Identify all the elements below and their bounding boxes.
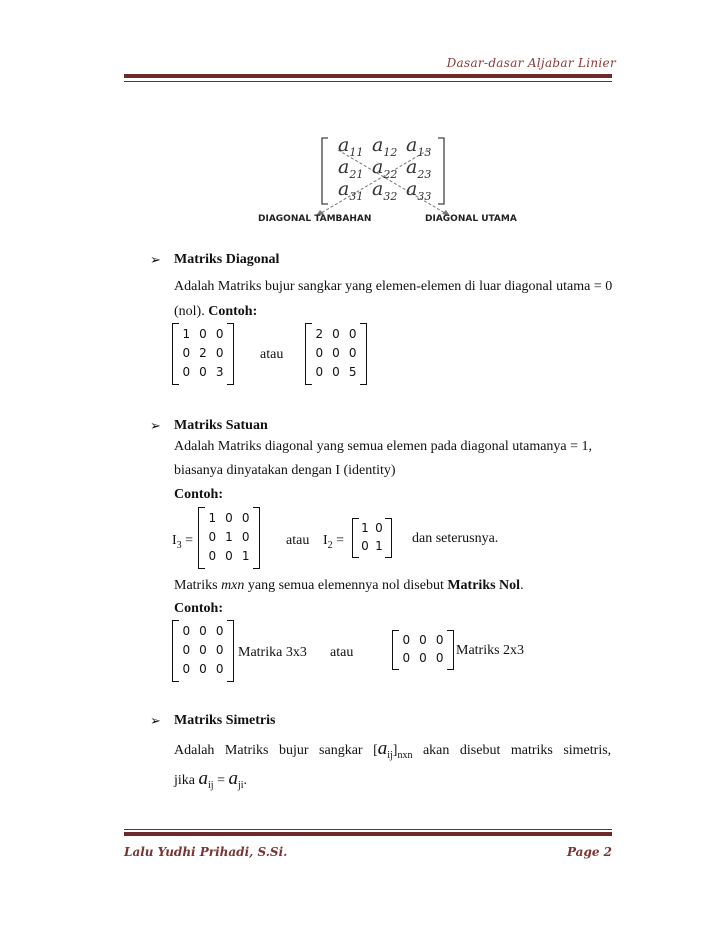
matrix-cell: 0 (435, 633, 444, 647)
matrix-cell: 0 (348, 346, 357, 360)
matrix-cell: 0 (182, 365, 191, 380)
matrix-cell: 0 (402, 651, 411, 665)
matrix-cell: 1 (208, 510, 217, 525)
bullet-icon: ➢ (150, 713, 161, 728)
matrix-cell: 5 (348, 365, 357, 380)
sim-l1a: Adalah Matriks bujur sangkar [ (174, 743, 378, 758)
bullet-icon: ➢ (150, 252, 161, 267)
matrix-bracket-right (227, 323, 234, 385)
diagram-cell: $a_{13}$ (406, 134, 432, 159)
header-rule-thick (124, 74, 612, 78)
nol-atau: atau (330, 645, 354, 660)
matrix-cell: 0 (208, 549, 217, 564)
matrix-identity-2 (352, 518, 392, 558)
matrix-bracket-left (172, 620, 179, 682)
matrix-cell: 0 (215, 643, 224, 657)
sim-l1b: ] (392, 743, 398, 758)
matrix-cell: 0 (241, 530, 250, 544)
matrix-cell: 3 (215, 365, 224, 380)
matrix-bracket-left (198, 507, 205, 569)
matrix-cell: 2 (315, 326, 324, 341)
i2-eq: = (336, 533, 345, 548)
matrix-bracket-left (172, 323, 179, 385)
header-rule-thin (124, 81, 612, 82)
diagonal-utama-label: DIAGONAL UTAMA (425, 214, 517, 224)
matrix-cell: 0 (182, 643, 191, 657)
sim-l2a: jika (174, 773, 199, 788)
diagram-cell: $a_{31}$ (338, 178, 364, 203)
matriks-nol-line (174, 577, 524, 595)
nol-bold: Matriks Nol (447, 578, 521, 593)
simetris-line2 (174, 770, 247, 795)
matrix-bracket-right (253, 507, 260, 569)
sim-l2-sub2: ji (237, 779, 244, 791)
matrix-cell: 0 (225, 510, 233, 525)
matrix-cell: 0 (182, 346, 191, 360)
matrix-cell: 0 (435, 651, 444, 665)
i3-sub: 3 (176, 539, 182, 551)
header-title: Dasar-dasar Aljabar Linier (446, 56, 616, 70)
matrix-cell: 0 (348, 326, 357, 341)
matrix-cell: 1 (182, 326, 191, 341)
matrix-cell: 0 (332, 326, 340, 341)
nol-contoh: Contoh: (174, 601, 224, 616)
satuan-line2: biasanya dinyatakan dengan I (identity) (174, 463, 396, 478)
diagram-cell: $a_{12}$ (372, 134, 398, 159)
diagonal-diagram (250, 130, 550, 230)
sim-l2-end: . (243, 773, 248, 788)
matrix-cell: 0 (199, 623, 207, 638)
sim-l1-sub: ij (387, 749, 393, 761)
satuan-line1: Adalah Matriks diagonal yang semua elemen pada diagonal utamanya = 1, (174, 439, 593, 454)
matrix-diagonal-example-2 (305, 323, 367, 385)
sim-l2-sym2: a (228, 768, 238, 789)
matrix-cell: 0 (199, 365, 207, 380)
matrix-cell: 0 (225, 549, 233, 564)
sim-l1-sym: a (377, 738, 388, 759)
matrix-bracket-left (305, 323, 312, 385)
matrix-cell: 0 (215, 662, 224, 677)
matrix-cell: 1 (375, 539, 383, 553)
i3-label (172, 532, 193, 555)
matrix-bracket-right (360, 323, 367, 385)
matrix-bracket-right (385, 518, 392, 558)
sim-l2-eq: = (213, 773, 229, 788)
diagonal-atau: atau (260, 347, 284, 362)
i2-label (323, 532, 344, 555)
matrix-cell: 0 (241, 510, 250, 525)
matrix-cell: 0 (199, 662, 207, 677)
matrix-cell: 0 (215, 326, 224, 341)
diagonal-line1: Adalah Matriks bujur sangkar yang elemen-elemen di luar diagonal utama = 0 (174, 279, 613, 294)
diagonal-line2-text: (nol). (174, 304, 205, 319)
matrix-cell: 0 (419, 633, 427, 647)
matrix-cell: 0 (199, 326, 207, 341)
matrix-cell: 0 (215, 346, 224, 360)
nol23-label: Matriks 2x3 (456, 643, 525, 658)
nol-text-a: Matriks (174, 578, 222, 593)
diagram-cell: $a_{11}$ (338, 134, 364, 159)
matrix-cell: 1 (225, 530, 233, 544)
nol-mxn: mxn (221, 578, 245, 593)
heading-matriks-satuan: Matriks Satuan (174, 418, 268, 433)
i2-letter: I (323, 533, 328, 548)
matrix-cell: 0 (419, 651, 427, 665)
diagram-cell: $a_{22}$ (372, 156, 398, 181)
matrix-cell: 0 (402, 633, 411, 647)
simetris-line1 (174, 738, 612, 765)
matrix-cell: 1 (361, 521, 369, 535)
footer-page: Page 2 (566, 845, 612, 859)
footer-rule-thin (124, 829, 612, 830)
diagram-cell: $a_{32}$ (372, 178, 398, 203)
heading-matriks-diagonal: Matriks Diagonal (174, 252, 280, 267)
satuan-atau: atau (286, 533, 310, 548)
diagram-cell: $a_{33}$ (406, 178, 432, 203)
diagonal-tambahan-label: DIAGONAL TAMBAHAN (258, 214, 372, 224)
footer-rule-thick (124, 832, 612, 836)
matrix-bracket-right (227, 620, 234, 682)
diagram-cell: $a_{23}$ (406, 156, 432, 181)
matrix-cell: 0 (315, 346, 324, 360)
matrix-cell: 1 (241, 549, 250, 564)
matrix-cell: 0 (375, 521, 383, 535)
diagonal-line2 (174, 303, 257, 321)
matrix-cell: 0 (332, 365, 340, 380)
satuan-dst: dan seterusnya. (412, 531, 499, 546)
matrix-cell: 0 (182, 662, 191, 677)
matrix-nol-2x3 (392, 630, 454, 670)
i2-sub: 2 (327, 539, 333, 551)
sim-l1c: akan disebut matriks simetris, (412, 743, 612, 758)
matrix-cell: 0 (215, 623, 224, 638)
matrix-cell: 2 (199, 346, 207, 360)
sim-l2-sym1: a (198, 768, 208, 789)
matrix-diagonal-example-1 (172, 323, 234, 385)
heading-matriks-simetris: Matriks Simetris (174, 713, 276, 728)
diagram-cell: $a_{21}$ (338, 156, 364, 181)
i3-eq: = (185, 533, 194, 548)
matrix-cell: 0 (182, 623, 191, 638)
matrix-cell: 0 (208, 530, 217, 544)
footer-author: Lalu Yudhi Prihadi, S.Si. (124, 845, 288, 859)
matrix-cell: 0 (332, 346, 340, 360)
matrix-bracket-right (447, 630, 454, 670)
diagonal-contoh: Contoh: (208, 304, 258, 319)
matrix-cell: 0 (315, 365, 324, 380)
matrix-cell: 0 (361, 539, 369, 553)
matrix-identity-3 (198, 507, 260, 569)
sim-l2-sub1: ij (208, 779, 214, 791)
sim-l1b-sub: nxn (397, 749, 413, 761)
nol-text-b: yang semua elemennya nol disebut (244, 578, 448, 593)
matrix-bracket-left (392, 630, 399, 670)
satuan-contoh: Contoh: (174, 487, 224, 502)
matrix-cell: 0 (199, 643, 207, 657)
i3-letter: I (172, 533, 177, 548)
bullet-icon: ➢ (150, 418, 161, 433)
nol-end: . (520, 578, 524, 593)
matrix-nol-3x3 (172, 620, 234, 682)
nol3-label: Matrika 3x3 (238, 645, 307, 660)
